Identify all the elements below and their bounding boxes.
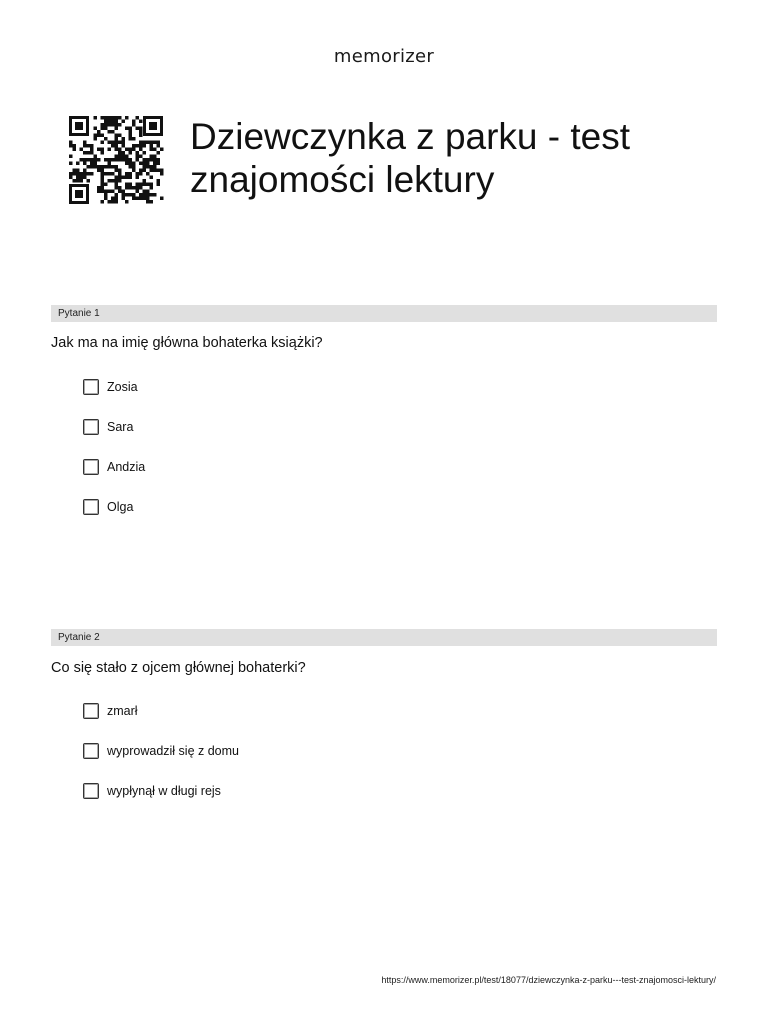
- question-1-option-4[interactable]: [83, 498, 133, 516]
- option-label: wyprowadził się z domu: [107, 744, 239, 758]
- qr-code-icon: [68, 115, 164, 205]
- question-1-text: Jak ma na imię główna bohaterka książki?: [51, 335, 323, 351]
- question-1-header: Pytanie 1: [51, 305, 717, 322]
- checkbox-icon[interactable]: [83, 419, 99, 435]
- question-2-header: Pytanie 2: [51, 629, 717, 646]
- option-label: Zosia: [107, 380, 138, 394]
- option-label: zmarł: [107, 704, 138, 718]
- checkbox-icon[interactable]: [83, 459, 99, 475]
- question-2-option-3[interactable]: [83, 782, 221, 800]
- question-1-option-3[interactable]: [83, 458, 145, 476]
- checkbox-icon[interactable]: [83, 783, 99, 799]
- question-2-option-1[interactable]: [83, 702, 138, 720]
- checkbox-icon[interactable]: [83, 379, 99, 395]
- checkbox-icon[interactable]: [83, 703, 99, 719]
- page-title: Dziewczynka z parku - test znajomości lektury: [190, 116, 631, 200]
- question-2-option-2[interactable]: [83, 742, 239, 760]
- question-2-text: Co się stało z ojcem głównej bohaterki?: [51, 660, 306, 676]
- checkbox-icon[interactable]: [83, 499, 99, 515]
- question-1-option-1[interactable]: [83, 378, 138, 396]
- question-1-option-2[interactable]: [83, 418, 133, 436]
- checkbox-icon[interactable]: [83, 743, 99, 759]
- option-label: wypłynął w długi rejs: [107, 784, 221, 798]
- option-label: Sara: [107, 420, 134, 434]
- memorizer-logo: memorizer: [333, 46, 435, 67]
- option-label: Olga: [107, 500, 134, 514]
- footer-url[interactable]: https://www.memorizer.pl/test/18077/dziewczynka-z-parku---test-znajomosci-lektury/: [381, 975, 716, 985]
- option-label: Andzia: [107, 460, 146, 474]
